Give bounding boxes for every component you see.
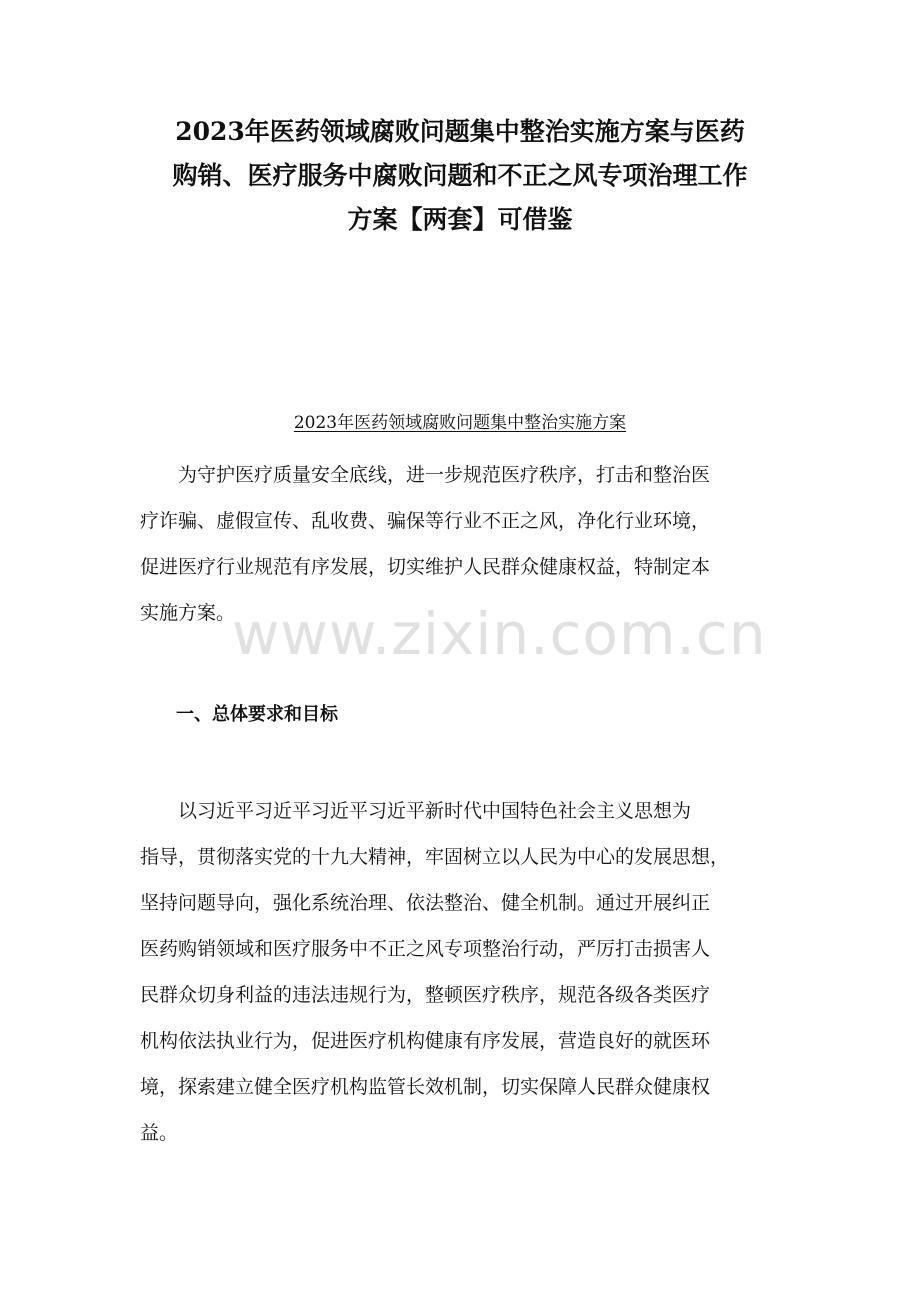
paragraph-line: 坚持问题导向，强化系统治理、依法整治、健全机制。通过开展纠正 (140, 892, 711, 914)
paragraph-line: 实施方案。 (140, 602, 236, 624)
paragraph-line: 医药购销领域和医疗服务中不正之风专项整治行动，严厉打击损害人 (140, 938, 711, 960)
paragraph-line: 民群众切身利益的违法违规行为，整顿医疗秩序，规范各级各类医疗 (140, 984, 711, 1006)
paragraph-line: 指导，贯彻落实党的十九大精神，牢固树立以人民为中心的发展思想， (140, 846, 730, 868)
paragraph-line: 促进医疗行业规范有序发展，切实维护人民群众健康权益，特制定本 (140, 556, 711, 578)
paragraph-line: 机构依法执业行为，促进医疗机构健康有序发展，营造良好的就医环 (140, 1030, 711, 1052)
intro-paragraph (140, 452, 780, 636)
title-line: 购销、医疗服务中腐败问题和不正之风专项治理工作 (172, 161, 748, 190)
watermark-text: www.zixin.com.cn (232, 600, 767, 668)
title-line: 2023年医药领域腐败问题集中整治实施方案与医药 (175, 117, 745, 146)
paragraph-line: 益。 (140, 1122, 179, 1144)
title-line: 方案【两套】可借鉴 (347, 205, 573, 234)
paragraph-line: 以习近平习近平习近平习近平新时代中国特色社会主义思想为 (178, 800, 692, 822)
paragraph-line: 为守护医疗质量安全底线，进一步规范医疗秩序，打击和整治医 (178, 464, 711, 486)
document-title (120, 110, 800, 242)
section-heading: 2023年医药领域腐败问题集中整治实施方案 (293, 413, 627, 433)
paragraph-line: 境，探索建立健全医疗机构监管长效机制，切实保障人民群众健康权 (140, 1076, 711, 1098)
body-paragraph (140, 788, 780, 1156)
paragraph-line: 疗诈骗、虚假宣传、乱收费、骗保等行业不正之风，净化行业环境， (140, 510, 711, 532)
heading-level-1: 一、总体要求和目标 (176, 704, 338, 725)
